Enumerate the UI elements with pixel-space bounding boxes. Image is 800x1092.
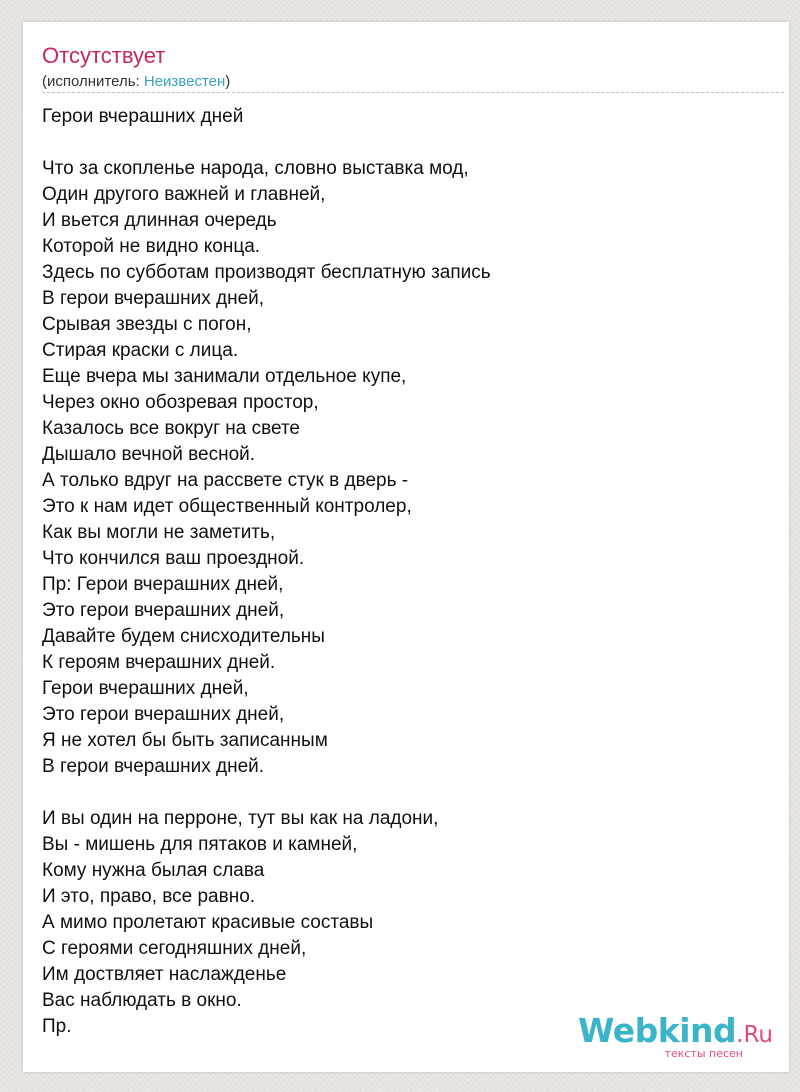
logo-name: Webkind	[578, 1011, 737, 1050]
lyric-line: Здесь по субботам производят бесплатную запись	[42, 262, 491, 283]
lyric-line: Это герои вчерашних дней,	[42, 600, 285, 621]
site-logo[interactable]	[578, 1013, 773, 1060]
lyric-line: Что кончился ваш проездной.	[42, 548, 305, 569]
lyric-line: В герои вчерашних дней,	[42, 288, 265, 309]
lyrics-text	[42, 104, 491, 1040]
lyric-line: Герои вчерашних дней,	[42, 678, 249, 699]
lyric-line: Вы - мишень для пятаков и камней,	[42, 834, 358, 855]
lyric-line: Дышало вечной весной.	[42, 444, 256, 465]
song-title: Отсутствует	[42, 43, 166, 68]
lyrics-page	[23, 22, 789, 1072]
lyric-line: И вьется длинная очередь	[42, 210, 277, 231]
lyric-line: В герои вчерашних дней.	[42, 756, 265, 777]
lyric-line: С героями сегодняшних дней,	[42, 938, 307, 959]
lyric-line: Что за скопленье народа, словно выставка мод,	[42, 158, 469, 179]
logo-tagline: тексты песен	[664, 1047, 743, 1060]
divider	[42, 92, 784, 93]
artist-prefix: (исполнитель:	[42, 73, 144, 90]
lyric-line: Стирая краски с лица.	[42, 340, 239, 361]
lyric-line: И это, право, все равно.	[42, 886, 256, 907]
logo-tld: .Ru	[736, 1022, 773, 1048]
lyric-line: Которой не видно конца.	[42, 236, 261, 257]
artist-link[interactable]: Неизвестен	[143, 73, 226, 90]
lyric-line: Пр: Герои вчерашних дней,	[42, 574, 284, 595]
lyric-line: А мимо пролетают красивые составы	[42, 912, 374, 933]
lyric-line: Вас наблюдать в окно.	[42, 990, 242, 1011]
lyric-line: И вы один на перроне, тут вы как на ладони,	[42, 808, 439, 829]
lyric-line: Казалось все вокруг на свете	[42, 418, 301, 439]
artist-suffix: )	[225, 73, 231, 90]
lyric-line: Давайте будем снисходительны	[42, 626, 325, 647]
lyric-line: Один другого важней и главней,	[42, 184, 326, 205]
lyric-line: Герои вчерашних дней	[42, 106, 244, 127]
lyric-line: Срывая звезды с погон,	[42, 314, 252, 335]
lyric-line: Еще вчера мы занимали отдельное купе,	[42, 366, 407, 387]
lyric-line: Пр.	[42, 1016, 72, 1037]
lyric-line: Я не хотел бы быть записанным	[42, 730, 328, 751]
lyric-line: К героям вчерашних дней.	[42, 652, 276, 673]
lyric-line: Это герои вчерашних дней,	[42, 704, 285, 725]
lyric-line: Кому нужна былая слава	[42, 860, 265, 881]
lyric-line: Им доствляет наслажденье	[42, 964, 287, 985]
lyric-line: Через окно обозревая простор,	[42, 392, 319, 413]
artist-line	[42, 72, 230, 92]
lyric-line: Это к нам идет общественный контролер,	[42, 496, 412, 517]
lyric-line: Как вы могли не заметить,	[42, 522, 276, 543]
lyric-line: А только вдруг на рассвете стук в дверь -	[42, 470, 409, 491]
